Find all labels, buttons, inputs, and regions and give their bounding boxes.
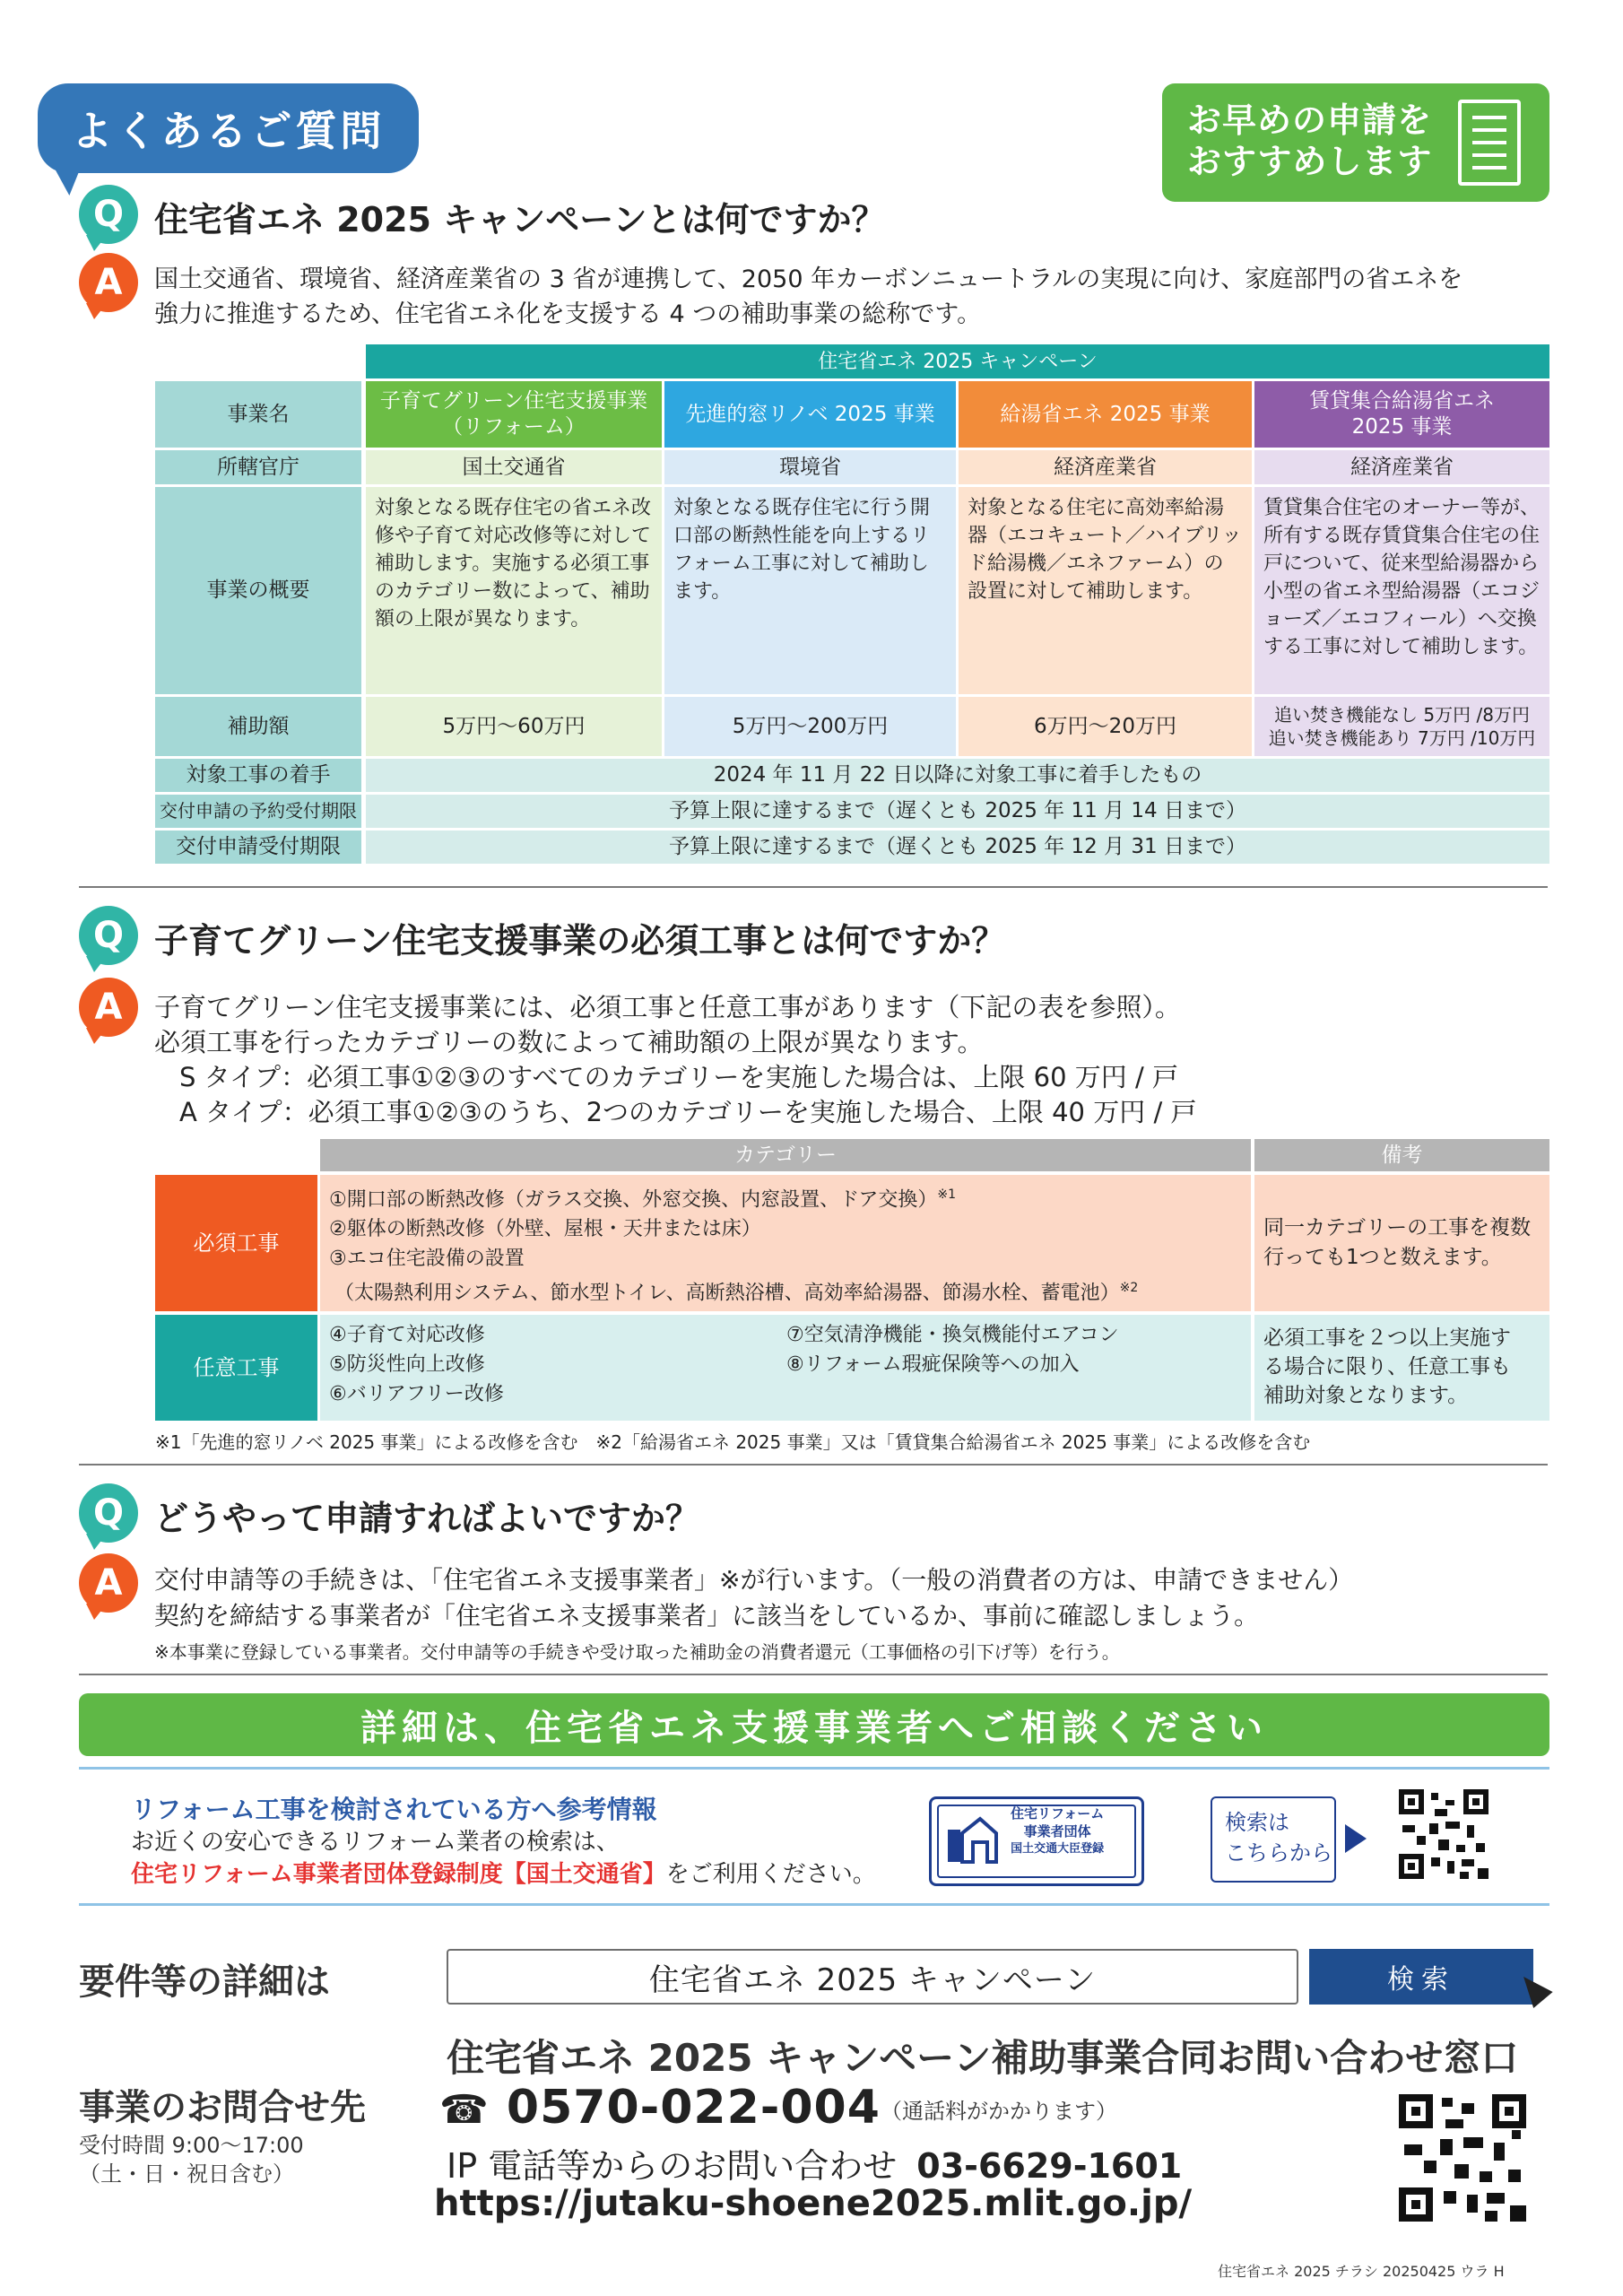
question-2: 子育てグリーン住宅支援事業の必須工事とは何ですか？ bbox=[154, 921, 1006, 961]
program-name-1: 子育てグリーン住宅支援事業 （リフォーム） bbox=[366, 381, 662, 448]
amount-1: 5万円〜60万円 bbox=[366, 697, 662, 756]
campaign-band: 住宅省エネ 2025 キャンペーン bbox=[366, 344, 1549, 378]
search-button[interactable]: 検索 bbox=[1309, 1949, 1533, 2005]
consult-banner: 詳細は、住宅省エネ支援事業者へご相談ください bbox=[79, 1693, 1549, 1756]
early-line1: お早めの申請を bbox=[1187, 100, 1433, 140]
agency-4: 経済産業省 bbox=[1254, 450, 1549, 484]
website-url[interactable]: https://jutaku-shoene2025.mlit.go.jp/ bbox=[434, 2183, 1193, 2224]
remarks-header: 備考 bbox=[1254, 1139, 1549, 1171]
overview-4: 賃貸集合住宅のオーナー等が、所有する既存賃貸集合住宅の住戸について、従来型給湯器から小型の省エネ型給湯器（エコジョーズ／エコフィール）へ交換する工事に対して補助します。 bbox=[1254, 487, 1549, 694]
search-input[interactable]: 住宅省エネ 2025 キャンペーン bbox=[447, 1949, 1298, 2005]
contact-label: 事業のお問合せ先 bbox=[79, 2087, 366, 2128]
qr-code-icon[interactable] bbox=[1399, 2094, 1526, 2222]
reference-title: リフォーム工事を検討されている方へ参考情報 bbox=[131, 1795, 657, 1824]
divider bbox=[79, 1767, 1549, 1770]
document-code: 住宅省エネ 2025 チラシ 20250425 ウラ H bbox=[1218, 2263, 1505, 2280]
agency-1: 国土交通省 bbox=[366, 450, 662, 484]
table-footnote: ※1「先進的窓リノベ 2025 事業」による改修を含む ※2「給湯省エネ 2025 事業」又は「賃貸集合給湯省エネ 2025 事業」による改修を含む bbox=[155, 1431, 1311, 1453]
row-header-amount: 補助額 bbox=[155, 697, 361, 756]
category-header: カテゴリー bbox=[320, 1139, 1251, 1171]
row-header-agency: 所轄官庁 bbox=[155, 450, 361, 484]
overview-1: 対象となる既存住宅の省エネ改修や子育て対応改修等に対して補助します。実施する必須工事のカテゴリー数によって、補助額の上限が異なります。 bbox=[366, 487, 662, 694]
reservation-value: 予算上限に達するまで（遅くとも 2025 年 11 月 14 日まで） bbox=[366, 795, 1549, 828]
divider bbox=[79, 1464, 1548, 1465]
optional-remark: 必須工事を２つ以上実施す る場合に限り、任意工事も 補助対象となります。 bbox=[1254, 1315, 1549, 1421]
contact-window-title: 住宅省エネ 2025 キャンペーン補助事業合同お問い合わせ窓口 bbox=[447, 2036, 1519, 2080]
amount-4: 追い焚き機能なし 5万円 /8万円 追い焚き機能あり 7万円 /10万円 bbox=[1254, 697, 1549, 756]
search-here-link[interactable]: 検索は こちらから bbox=[1211, 1796, 1336, 1883]
early-line2: おすすめします bbox=[1187, 142, 1433, 181]
phone-note: （通話料がかかります） bbox=[881, 2099, 1117, 2124]
start-value: 2024 年 11 月 22 日以降に対象工事に着手したもの bbox=[366, 759, 1549, 792]
answer-3-note: ※本事業に登録している事業者。交付申請等の手続きや受け取った補助金の消費者還元（工事価格の引下げ等）を行う。 bbox=[154, 1641, 1120, 1663]
required-items: ①開口部の断熱改修（ガラス交換、外窓交換、内窓設置、ドア交換）$^{※1}$ ②躯体の断熱改修（外壁、屋根・天井または床） ③エコ住宅設備の設置 （太陽熱利用システム、節水型トイレ、高断熱浴槽、高効率給湯器、節湯水栓、蓄電池）$^{※2}$ bbox=[320, 1175, 1251, 1311]
house-icon bbox=[944, 1810, 1000, 1866]
faq-heading: よくあるご質問 bbox=[38, 83, 419, 173]
program-name-4: 賃貸集合給湯省エネ 2025 事業 bbox=[1254, 381, 1549, 448]
q-badge-icon: Q bbox=[79, 906, 138, 965]
overview-2: 対象となる既存住宅に行う開口部の断熱性能を向上するリフォーム工事に対して補助します。 bbox=[664, 487, 956, 694]
qr-code-icon[interactable] bbox=[1399, 1789, 1488, 1879]
a-badge-icon: A bbox=[79, 1553, 138, 1613]
phone-number[interactable]: ☎ 0570-022-004 bbox=[439, 2081, 881, 2135]
program-name-2: 先進的窓リノベ 2025 事業 bbox=[664, 381, 956, 448]
answer-3: 交付申請等の手続きは、「住宅省エネ支援事業者」※が行います。（一般の消費者の方は、申請できません） 契約を締結する事業者が「住宅省エネ支援事業者」に該当をしているか、事前に確認しましょう。 bbox=[154, 1565, 1354, 1631]
optional-label: 任意工事 bbox=[155, 1315, 317, 1421]
faq-bubble-tail bbox=[51, 161, 90, 196]
reference-text: お近くの安心できるリフォーム業者の検索は、 住宅リフォーム事業者団体登録制度【国土交通省】をご利用ください。 bbox=[131, 1829, 876, 1888]
phone-icon: ☎ bbox=[439, 2087, 490, 2133]
program-name-3: 給湯省エネ 2025 事業 bbox=[959, 381, 1252, 448]
amount-3: 6万円〜20万円 bbox=[959, 697, 1252, 756]
row-header-application: 交付申請受付期限 bbox=[155, 831, 361, 864]
required-remark: 同一カテゴリーの工事を複数 行っても1つと数えます。 bbox=[1254, 1175, 1549, 1311]
divider bbox=[79, 1674, 1548, 1675]
row-header-start: 対象工事の着手 bbox=[155, 759, 361, 792]
answer-2: 子育てグリーン住宅支援事業には、必須工事と任意工事があります（下記の表を参照）。 必須工事を行ったカテゴリーの数によって補助額の上限が異なります。 S タイプ：必須工事①②③のすべてのカテゴリーを実施した場合は、上限 60 万円 / 戸 A タイプ：必須工事①②③のうち、2つのカテゴリーを実施した場合、上限 40 万円 / 戸 bbox=[154, 992, 1197, 1127]
row-header-overview: 事業の概要 bbox=[155, 487, 361, 694]
amount-2: 5万円〜200万円 bbox=[664, 697, 956, 756]
ip-contact[interactable]: IP 電話等からのお問い合わせ 03-6629-1601 bbox=[447, 2146, 1183, 2186]
overview-3: 対象となる住宅に高効率給湯器（エコキュート／ハイブリッド給湯機／エネファーム）の設置に対して補助します。 bbox=[959, 487, 1252, 694]
required-label: 必須工事 bbox=[155, 1175, 317, 1311]
optional-items: ④子育て対応改修 ⑤防災性向上改修 ⑥バリアフリー改修 ⑦空気清浄機能・換気機能付エアコン ⑧リフォーム瑕疵保険等への加入 bbox=[320, 1315, 1251, 1421]
row-header-reservation: 交付申請の予約受付期限 bbox=[155, 795, 361, 828]
details-label: 要件等の詳細は bbox=[79, 1961, 330, 2003]
divider bbox=[79, 886, 1548, 888]
early-application-badge bbox=[1162, 83, 1549, 202]
arrow-right-icon bbox=[1345, 1824, 1367, 1853]
answer-1: 国土交通省、環境省、経済産業省の 3 省が連携して、2050 年カーボンニュートラルの実現に向け、家庭部門の省エネを 強力に推進するため、住宅省エネ化を支援する 4 つの補助事業の総称です。 bbox=[154, 265, 1463, 328]
application-value: 予算上限に達するまで（遅くとも 2025 年 12 月 31 日まで） bbox=[366, 831, 1549, 864]
row-header-name: 事業名 bbox=[155, 381, 361, 448]
reform-registry-logo[interactable]: 住宅リフォーム 事業者団体 国土交通大臣登録 bbox=[929, 1796, 1144, 1886]
question-1: 住宅省エネ 2025 キャンペーンとは何ですか？ bbox=[154, 200, 886, 239]
divider bbox=[79, 1903, 1549, 1906]
q-badge-icon: Q bbox=[79, 185, 138, 244]
hours: 受付時間 9:00〜17:00 （土・日・祝日含む） bbox=[79, 2133, 304, 2187]
a-badge-icon: A bbox=[79, 978, 138, 1037]
a-badge-icon: A bbox=[79, 253, 138, 312]
document-icon bbox=[1458, 100, 1521, 186]
agency-3: 経済産業省 bbox=[959, 450, 1252, 484]
q-badge-icon: Q bbox=[79, 1483, 138, 1543]
agency-2: 環境省 bbox=[664, 450, 956, 484]
question-3: どうやって申請すればよいですか？ bbox=[154, 1499, 700, 1538]
